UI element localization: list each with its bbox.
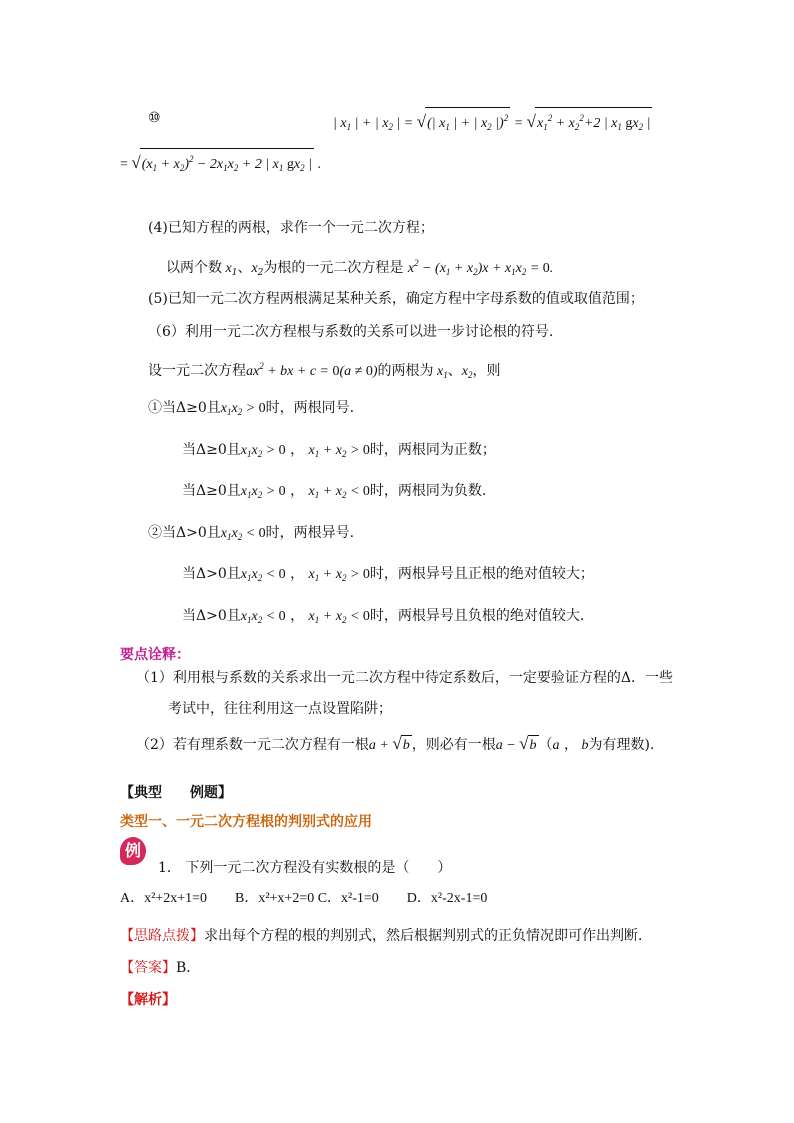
case2a: 当Δ>0且$x_1x_2 < 0$ ， $x_1 + x_2 > 0$时，两根异号且正根的绝对值较大； [182,566,594,583]
example-badge-icon: 例 [120,837,146,865]
answer-line: 【答案】B． [120,960,201,976]
section4-heading: (4)已知方程的两根，求作一个一元二次方程； [148,220,434,236]
type1-heading: 类型一、一元二次方程根的判别式的应用 [120,814,372,830]
section5-heading: (5)已知一元二次方程两根满足某种关系，确定方程中字母系数的值或取值范围； [148,291,644,307]
case1a: 当Δ≥0且$x_1x_2 > 0$ ， $x_1 + x_2 > 0$时，两根同为正数； [182,442,496,459]
question1-options: A．x²+2x+1=0 B．x²+x+2=0 C．x²-1=0 D．x²-2x-1=0 [120,891,488,906]
item10-formula-line1: | $x_1$ | + | $x_2$ | = √(| $x_1$ | + | $x_2$ $|)^2 = √x_1^2 + x_2^2+2$ | $x_1$ $gx_2$ | [333,107,652,137]
keypoints-p2: （2）若有理系数一元二次方程有一根a + √b ，则必有一根a − √b （a ， b为有理数). [136,734,654,756]
examples-title: 【典型 例题】 [120,785,232,801]
question1: 1． 下列一元二次方程没有实数根的是（ ） [158,860,452,876]
keypoints-p1-line1: （1）利用根与系数的关系求出一元二次方程中待定系数后，一定要验证方程的Δ．一些 [136,670,674,686]
case1b: 当Δ≥0且$x_1x_2 > 0$ ， $x_1 + x_2 < 0$时，两根同为负数. [182,483,487,500]
item10-marker: ⑩ [148,110,161,126]
setup-line: 设一元二次方程$ax^2$ + bx + c = 0(a ≠ 0)的两根为 $x_1$、$x_2$，则 [148,361,501,380]
analysis-label: 【解析】 [120,992,176,1008]
section4-body: 以两个数 $x_1$、$x_2$为根的一元二次方程是 $x^2 - (x_1 + x_2)x + x_1x_2 = 0$. [166,258,554,278]
item10-formula-line2: = $√(x_1 + x_2)^2 - 2x_1x_2 + 2$ | $x_1$ $gx_2$ | . [120,148,321,178]
case2b: 当Δ>0且$x_1x_2 < 0$ ， $x_1 + x_2 < 0$时，两根异号且负根的绝对值较大. [182,608,585,625]
hint-line: 【思路点拨】求出每个方程的根的判别式，然后根据判别式的正负情况即可作出判断． [120,928,652,944]
case2: ②当Δ>0且$x_1x_2 < 0$时，两根异号. [148,525,355,542]
section6-heading: （6）利用一元二次方程根与系数的关系可以进一步讨论根的符号. [148,324,554,340]
case1: ①当Δ≥0且$x_1x_2 > 0$时，两根同号. [148,400,355,417]
keypoints-p1-line2: 考试中，往往利用这一点设置陷阱； [168,701,392,717]
keypoints-title: 要点诠释： [120,647,190,663]
